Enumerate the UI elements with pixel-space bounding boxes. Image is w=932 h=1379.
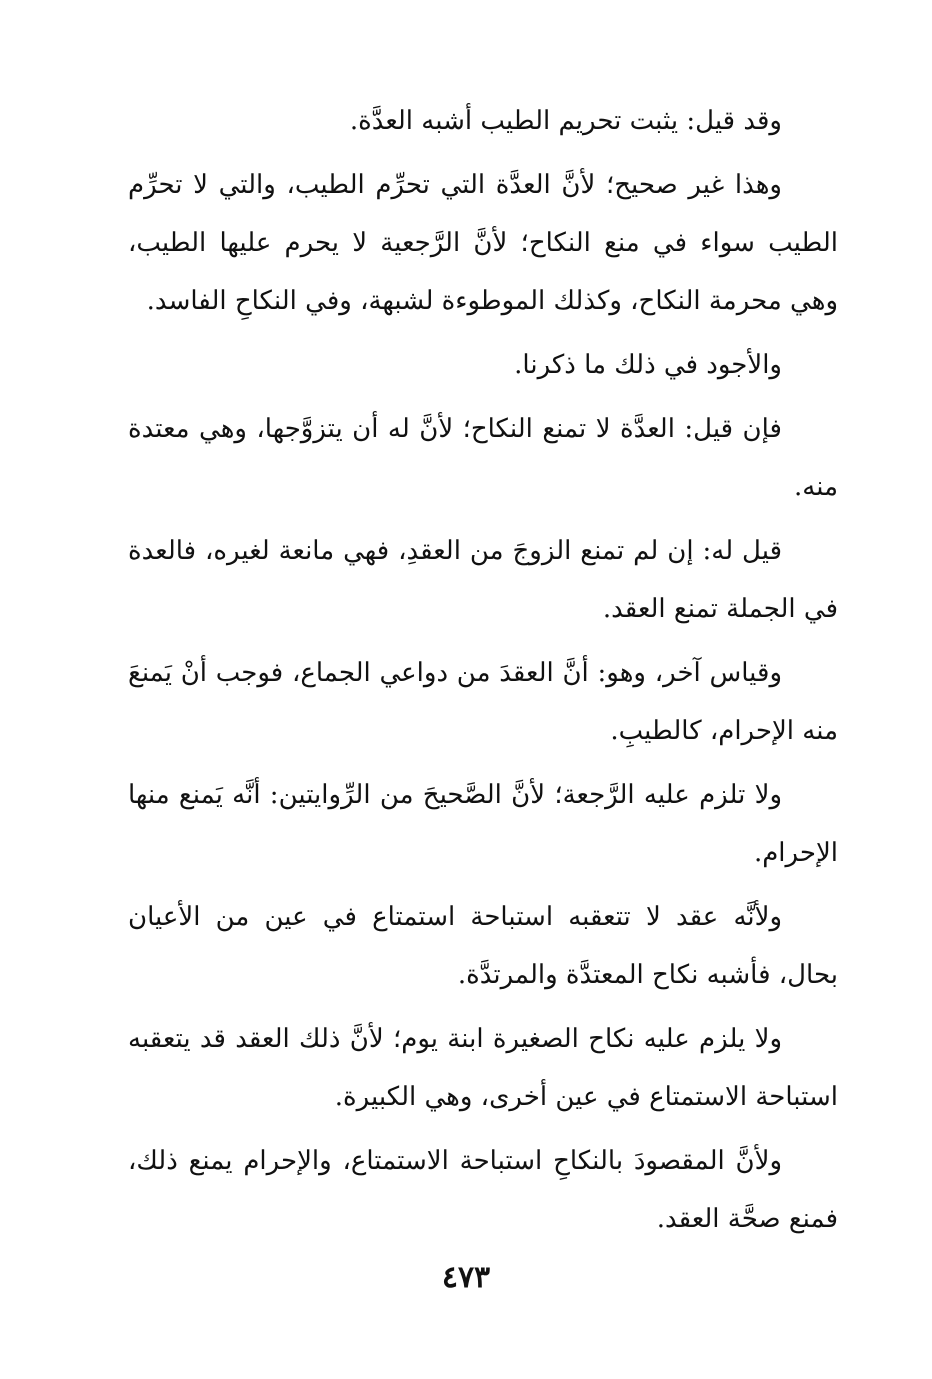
paragraph-9: ولا يلزم عليه نكاح الصغيرة ابنة يوم؛ لأنَّ ذلك العقد قد يتعقبه استباحة الاستمتاع في عين أخرى، وهي الكبيرة. xyxy=(128,1024,838,1112)
paragraph-3: والأجود في ذلك ما ذكرنا. xyxy=(514,350,782,380)
paragraph-6: وقياس آخر، وهو: أنَّ العقدَ من دواعي الجماع، فوجب أنْ يَمنعَ منه الإحرام، كالطيبِ. xyxy=(128,658,838,746)
paragraph-10: ولأنَّ المقصودَ بالنكاحِ استباحة الاستمتاع، والإحرام يمنع ذلك، فمنع صحَّة العقد. xyxy=(128,1146,838,1234)
paragraph-7: ولا تلزم عليه الرَّجعة؛ لأنَّ الصَّحيحَ من الرِّوايتين: أنَّه يَمنع منها الإحرام. xyxy=(128,780,838,868)
paragraph-2: وهذا غير صحيح؛ لأنَّ العدَّة التي تحرِّم الطيب، والتي لا تحرِّم الطيب سواء في منع النكاح؛ لأنَّ الرَّجعية لا يحرم عليها الطيب، وهي محرمة النكاح، وكذلك الموطوءة لشبهة، وفي النكاحِ الفاسد. xyxy=(128,170,838,316)
paragraph-8: ولأنَّه عقد لا تتعقبه استباحة استمتاع في عين من الأعيان بحال، فأشبه نكاح المعتدَّة والمرتدَّة. xyxy=(128,902,838,990)
paragraph-4: فإن قيل: العدَّة لا تمنع النكاح؛ لأنَّ له أن يتزوَّجها، وهي معتدة منه. xyxy=(128,414,838,502)
body-text xyxy=(128,92,838,1254)
paragraph-5: قيل له: إن لم تمنع الزوجَ من العقدِ، فهي مانعة لغيره، فالعدة في الجملة تمنع العقد. xyxy=(128,536,838,624)
page-number: ٤٧٣ xyxy=(441,1260,491,1295)
paragraph-1: وقد قيل: يثبت تحريم الطيب أشبه العدَّة. xyxy=(349,106,782,136)
